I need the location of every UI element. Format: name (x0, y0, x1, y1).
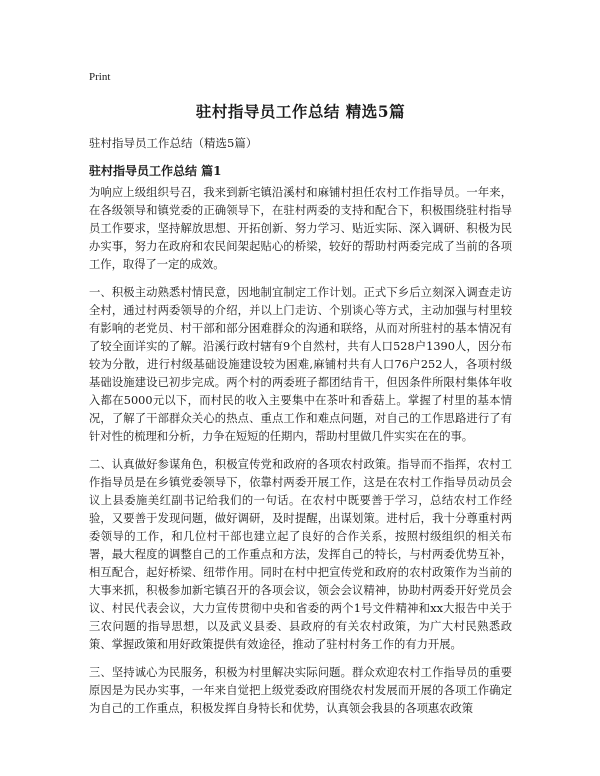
document-subtitle: 驻村指导员工作总结（精选5篇） (89, 136, 258, 150)
paragraph-point-3: 三、坚持诚心为民服务，积极为村里解决实际问题。群众欢迎农村工作指导员的重要原因是为民办实事，一年来自觉把上级党委政府围绕农村发展而开展的各项工作确定为自己的工作重点，积极发挥自身特长和优势，认真领会我县的各项惠农政策 (89, 666, 512, 715)
paragraph-point-2: 二、认真做好参谋角色，积极宣传党和政府的各项农村政策。指导而不指挥，农村工作指导员是在乡镇党委领导下，依靠村两委开展工作，这是在农村工作指导员动员会议上县委施美红副书记给我们的一句话。在农村中既要善于学习，总结农村工作经验，又要善于发现问题，做好调研，及时提醒，出谋划策。进村后，我十分尊重村两委领导的工作，和几位村干部也建立起了良好的合作关系，按照村级组织的相关布署，最大程度的调整自己的工作重点和方法，发挥自己的特长，与村两委优势互补，相互配合，起好桥梁、纽带作用。同时在村中把宣传党和政府的农村政策作为当前的大事来抓，积极参加新宅镇召开的各项会议，领会会议精神，协助村两委开好党员会议、村民代表会议，大力宣传贯彻中央和省委的两个1号文件精神和xx大报告中关于三农问题的指导思想，以及武义县委、县政府的有关农村政策，为广大村民熟悉政策、掌握政策和用好政策提供有效途径，推动了驻村村务工作的有力开展。 (89, 458, 512, 651)
section-heading: 驻村指导员工作总结 篇1 (89, 164, 222, 178)
page-title: 驻村指导员工作总结 精选5篇 (195, 102, 406, 121)
paragraph-intro: 为响应上级组织号召，我来到新宅镇沿溪村和麻铺村担任农村工作指导员。一年来，在各级领导和镇党委的正确领导下，在驻村两委的支持和配合下，积极围绕驻村指导员工作要求，坚持解放思想、开拓创新、努力学习、贴近实际、深入调研、积极为民办实事，努力在政府和农民间架起贴心的桥梁，较好的帮助村两委完成了当前的各项工作，取得了一定的成效。 (89, 186, 512, 271)
paragraph-point-1: 一、积极主动熟悉村情民意，因地制宜制定工作计划。正式下乡后立刻深入调查走访全村，通过村两委领导的介绍，并以上门走访、个别谈心等方式，主动加强与村里较有影响的老党员、村干部和部分困难群众的沟通和联络，从而对所驻村的基本情况有了较全面详实的了解。沿溪行政村辖有9个自然村，共有人口528户1390人，因分布较为分散，进行村级基础设施建设较为困难,麻铺村共有人口76户252人，各项村级基础设施建设已初步完成。两个村的两委班子都团结肯干，但因条件所限村集体年收入都在5000元以下，而村民的收入主要集中在茶叶和香菇上。掌握了村里的基本情况，了解了干部群众关心的热点、重点工作和难点问题，对自己的工作思路进行了有针对性的梳理和分析，力争在短短的任期内，帮助村里做几件实实在在的事。 (89, 286, 512, 443)
print-link[interactable]: Print (89, 71, 111, 83)
document-body (89, 184, 512, 728)
